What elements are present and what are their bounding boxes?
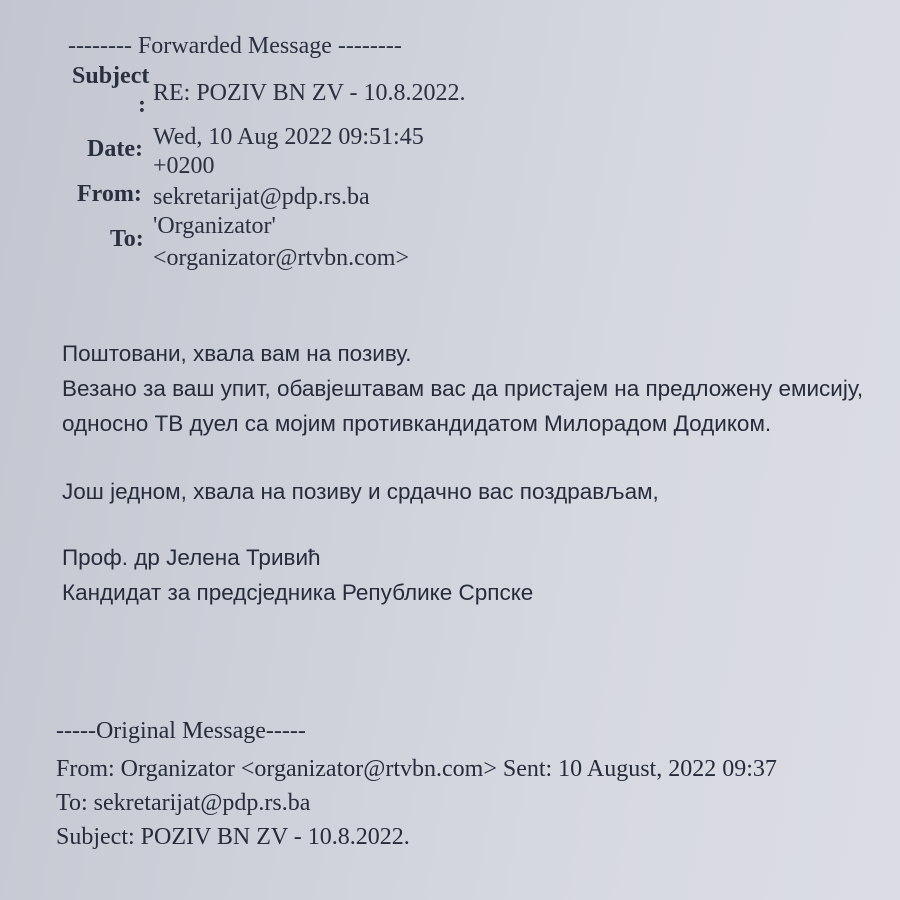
to-label: To: bbox=[110, 226, 144, 252]
date-value-line1: Wed, 10 Aug 2022 09:51:45 bbox=[153, 124, 424, 150]
from-label: From: bbox=[77, 181, 142, 207]
body-line-4: Још једном, хвала на позиву и срдачно вас поздрављам, bbox=[62, 479, 659, 504]
body-greeting: Поштовани, хвала вам на позиву. bbox=[62, 341, 412, 366]
signature-name: Проф. др Јелена Тривић bbox=[62, 545, 321, 570]
body-line-2: Везано за ваш упит, обавјештавам вас да пристајем на предложену емисију, bbox=[62, 376, 864, 401]
original-to-line: To: sekretarijat@pdp.rs.ba bbox=[56, 790, 311, 816]
original-subject-line: Subject: POZIV BN ZV - 10.8.2022. bbox=[56, 824, 410, 850]
body-line-3: односно ТВ дуел са мојим противкандидатом Милорадом Додиком. bbox=[62, 411, 772, 436]
signature-title: Кандидат за предсједника Републике Српске bbox=[62, 580, 534, 605]
forwarded-message-header: -------- Forwarded Message -------- bbox=[68, 33, 402, 59]
date-label: Date: bbox=[87, 136, 143, 162]
original-from-line: From: Organizator <organizator@rtvbn.com> Sent: 10 August, 2022 09:37 bbox=[56, 756, 777, 782]
subject-label-colon: : bbox=[138, 92, 146, 118]
from-value: sekretarijat@pdp.rs.ba bbox=[153, 184, 370, 210]
to-value-line2: <organizator@rtvbn.com> bbox=[153, 245, 409, 271]
subject-label: Subject bbox=[72, 63, 150, 89]
date-value-line2: +0200 bbox=[153, 153, 215, 179]
original-message-header: -----Original Message----- bbox=[56, 718, 306, 744]
to-value-line1: 'Organizator' bbox=[153, 213, 276, 239]
subject-value: RE: POZIV BN ZV - 10.8.2022. bbox=[153, 80, 466, 106]
